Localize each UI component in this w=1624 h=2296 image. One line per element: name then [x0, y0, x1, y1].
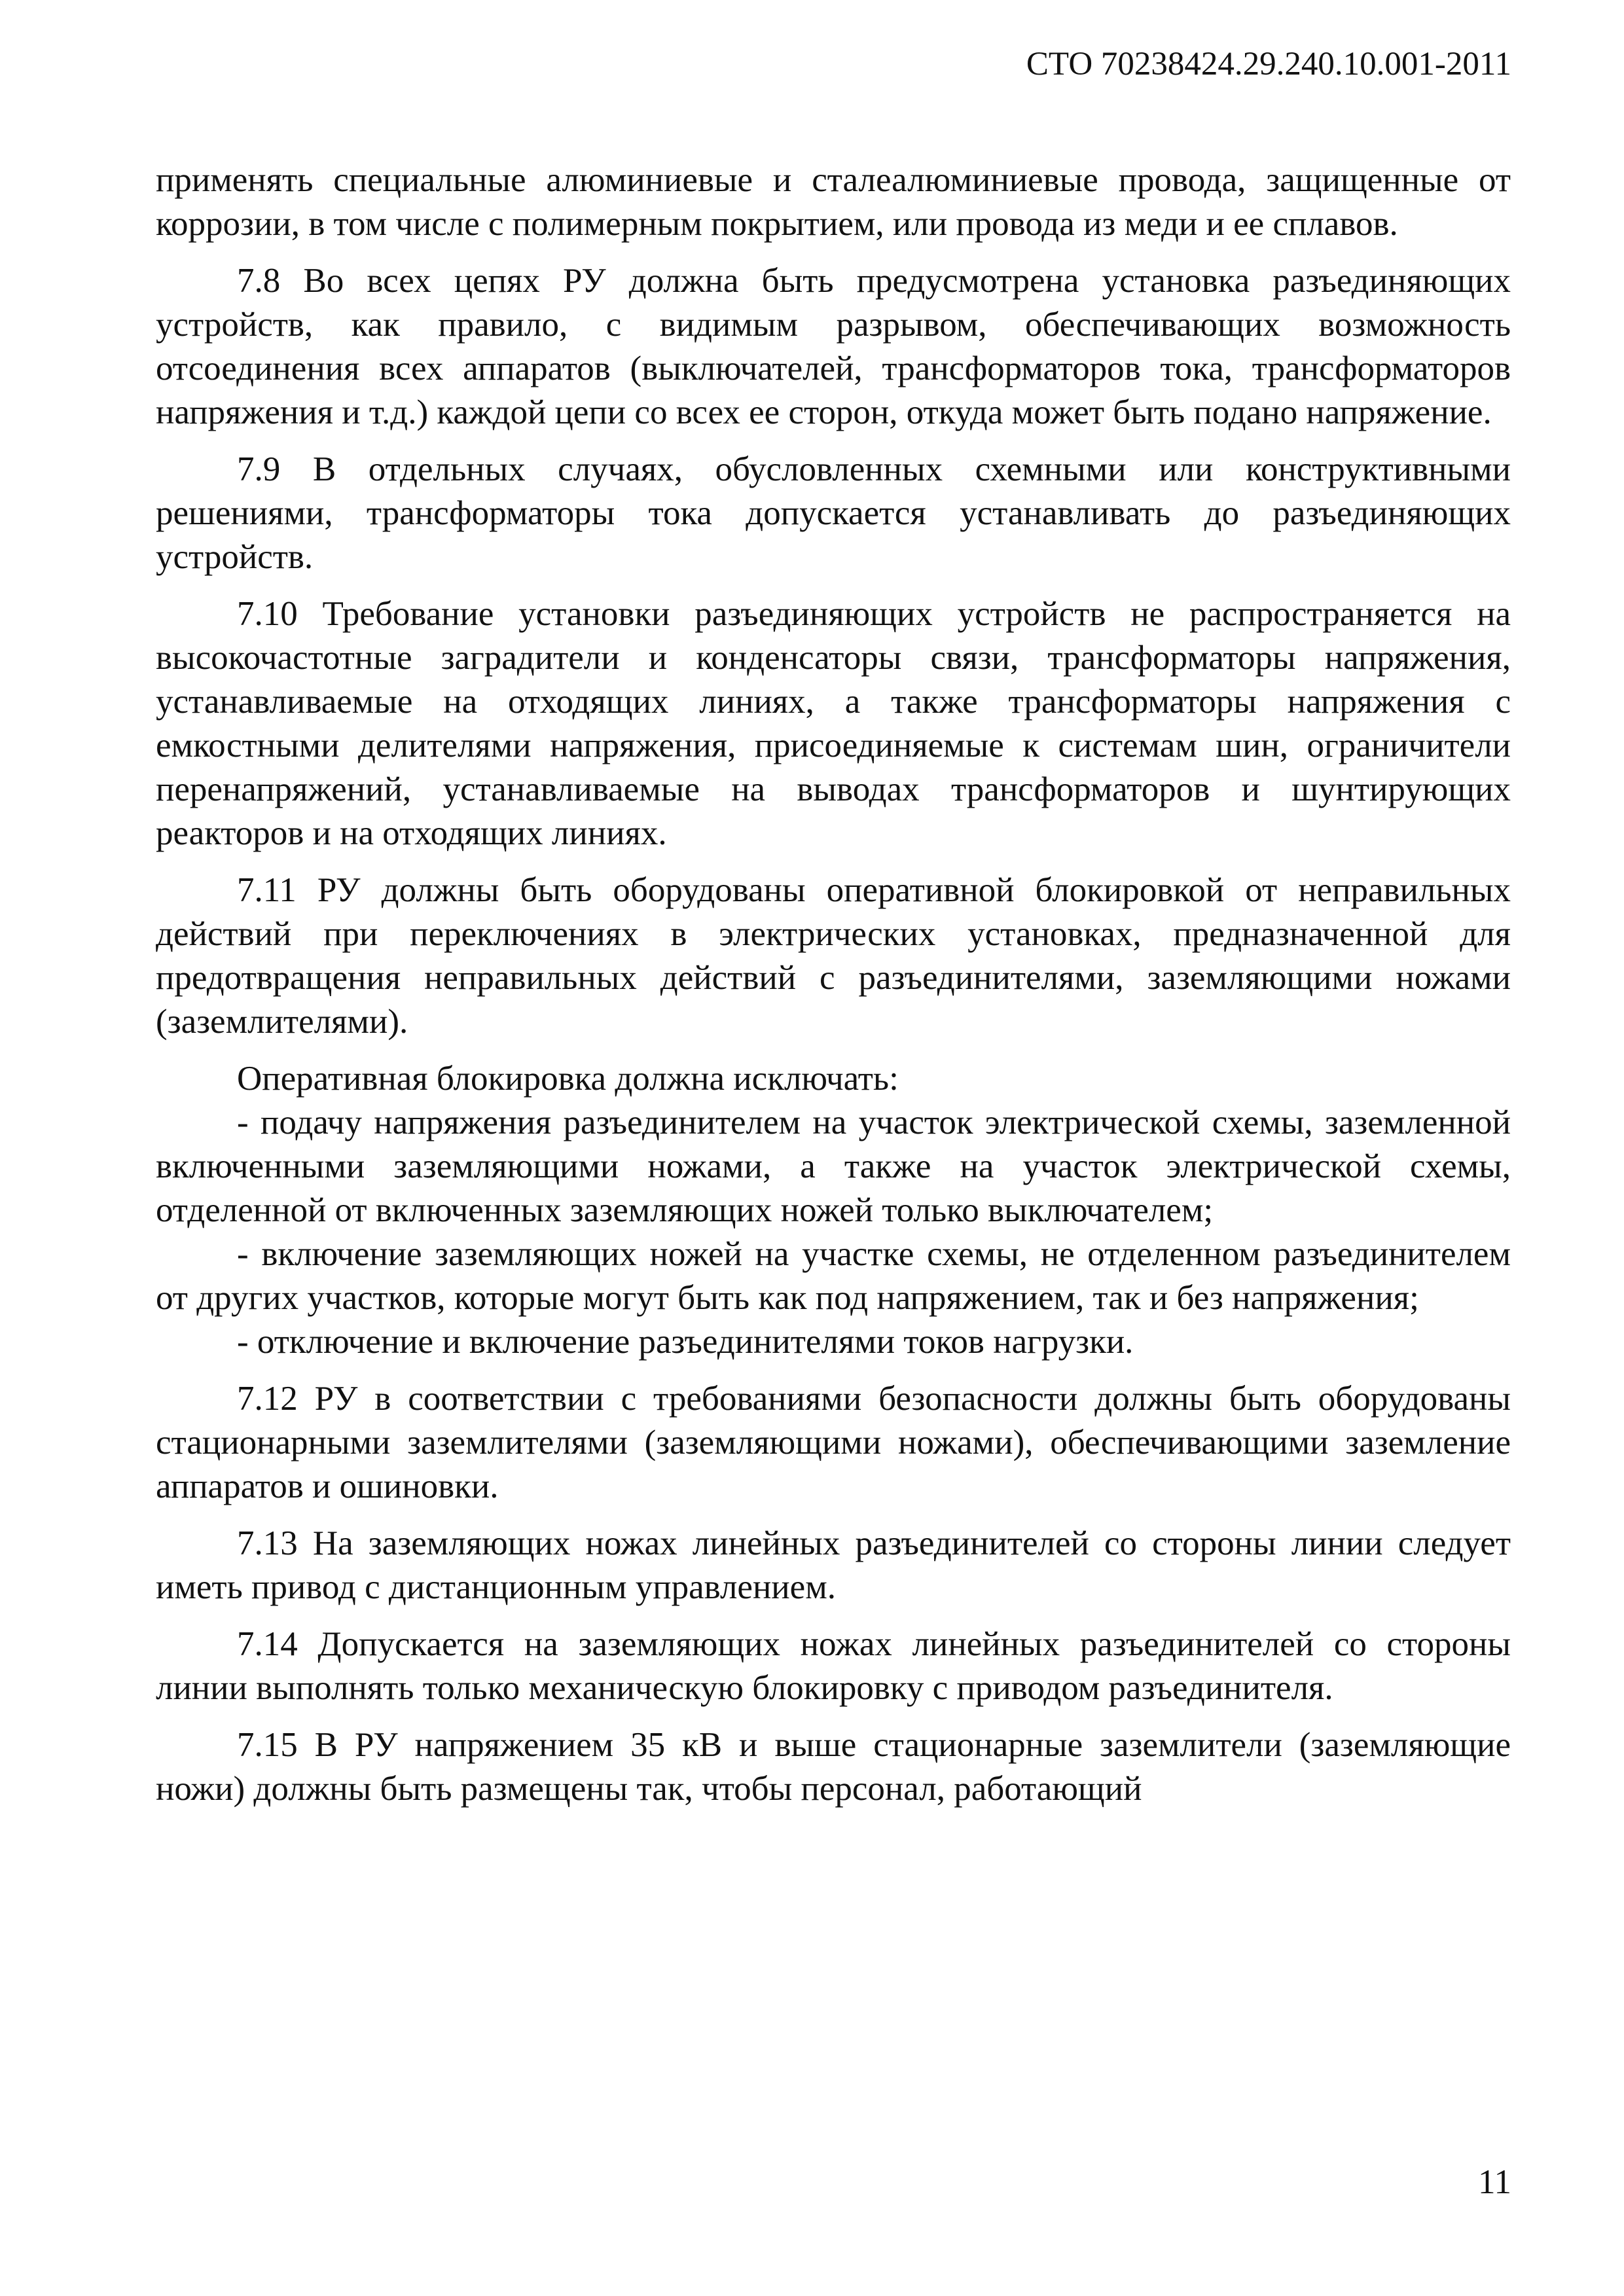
document-code-header: СТО 70238424.29.240.10.001-2011: [1026, 46, 1511, 82]
page-number: 11: [1477, 2163, 1511, 2201]
paragraph-7-10: 7.10 Требование установки разъединяющих устройств не распространяется на высокочастотные заградители и конденсаторы связи, трансформаторы напряжения, устанавливаемые на отходящих линиях, а также трансформаторы напряжения с емкостными делителями напряжения, присоединяемые к системам шин, ограничители перенапряжений, устанавливаемые на выводах трансформаторов и шунтирующих реакторов и на отходящих линиях.: [156, 595, 1511, 852]
paragraph-continuation: применять специальные алюминиевые и сталеалюминиевые провода, защищенные от коррозии, в том числе с полимерным покрытием, или провода из меди и ее сплавов.: [156, 161, 1511, 243]
paragraph-7-13: 7.13 На заземляющих ножах линейных разъединителей со стороны линии следует иметь привод с дистанционным управлением.: [156, 1524, 1511, 1606]
blocking-intro: Оперативная блокировка должна исключать:: [237, 1060, 899, 1098]
list-item-voltage-supply: - подачу напряжения разъединителем на участок электрической схемы, заземленной включенными заземляющими ножами, а также на участок электрической схемы, отделенной от включенных заземляющих ножей только выключателем;: [156, 1103, 1511, 1229]
paragraph-7-9: 7.9 В отдельных случаях, обусловленных схемными или конструктивными решениями, трансформаторы тока допускается устанавливать до разъединяющих устройств.: [156, 450, 1511, 576]
list-item-load-currents: - отключение и включение разъединителями токов нагрузки.: [237, 1323, 1134, 1361]
paragraph-7-15: 7.15 В РУ напряжением 35 кВ и выше стационарные заземлители (заземляющие ножи) должны быть размещены так, чтобы персонал, работающий: [156, 1726, 1511, 1808]
paragraph-7-14: 7.14 Допускается на заземляющих ножах линейных разъединителей со стороны линии выполнять только механическую блокировку с приводом разъединителя.: [156, 1625, 1511, 1707]
paragraph-7-12: 7.12 РУ в соответствии с требованиями безопасности должны быть оборудованы стационарными заземлителями (заземляющими ножами), обеспечивающими заземление аппаратов и ошиновки.: [156, 1380, 1511, 1505]
paragraph-7-8: 7.8 Во всех цепях РУ должна быть предусмотрена установка разъединяющих устройств, как правило, с видимым разрывом, обеспечивающих возможность отсоединения всех аппаратов (выключателей, трансформаторов тока, трансформаторов напряжения и т.д.) каждой цепи со всех ее сторон, откуда может быть подано напряжение.: [156, 262, 1511, 431]
document-body: [156, 158, 1511, 1811]
paragraph-7-11: 7.11 РУ должны быть оборудованы оперативной блокировкой от неправильных действий при переключениях в электрических установках, предназначенной для предотвращения неправильных действий с разъединителями, заземляющими ножами (заземлителями).: [156, 871, 1511, 1041]
list-item-grounding-knives: - включение заземляющих ножей на участке схемы, не отделенном разъединителем от других участков, которые могут быть как под напряжением, так и без напряжения;: [156, 1235, 1511, 1317]
